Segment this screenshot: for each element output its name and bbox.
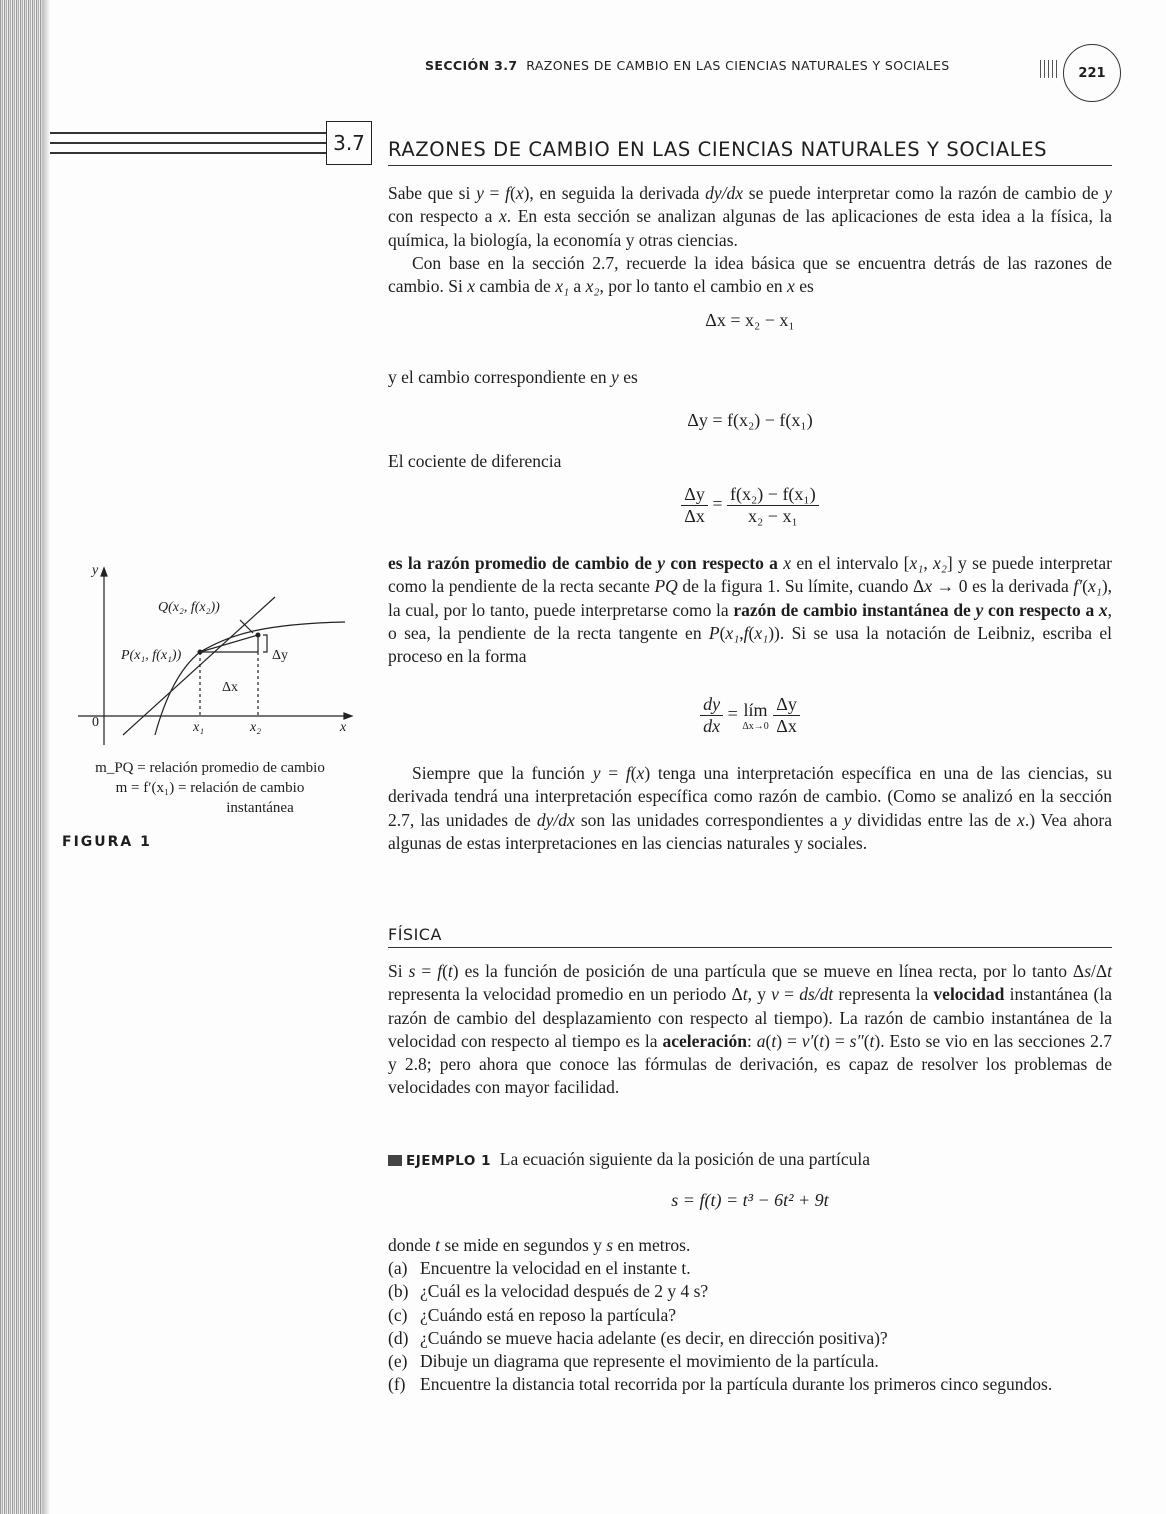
- text-run: cambia de: [475, 276, 556, 297]
- y-arrow: [101, 568, 107, 576]
- text-run: en el intervalo [: [791, 553, 910, 573]
- text-run: (: [765, 1030, 772, 1051]
- equation-leibniz: [388, 694, 1112, 737]
- fig-p-label: P(x₁, f(x₁)): [121, 648, 182, 663]
- figure-secant-tangent: [60, 560, 360, 750]
- text-run: divididas entre las de: [851, 809, 1018, 830]
- item-text: ¿Cuándo está en reposo la partícula?: [420, 1304, 677, 1325]
- text-run: instantánea (la razón de cambio del desplazamiento con respecto al tiempo). La razón de cambio instantánea de la velocidad con respecto al tiempo es la: [388, 984, 1112, 1051]
- equation-difference-quotient: [388, 484, 1112, 527]
- text-run: x₁: [555, 276, 570, 297]
- text-run: ,: [739, 622, 744, 643]
- text-run: x₂: [933, 553, 947, 573]
- example-item: [388, 1327, 1112, 1350]
- text-run: =: [778, 984, 800, 1005]
- figure-caption: instantánea: [226, 800, 294, 816]
- text-run: P: [708, 622, 720, 643]
- figure-caption: m = f′(x₁) = relación de cambio: [115, 780, 305, 796]
- example-label: EJEMPLO 1: [406, 1153, 491, 1169]
- frac-den: dx: [703, 716, 721, 736]
- text-run: t: [435, 1235, 441, 1255]
- paragraph: [388, 762, 1112, 855]
- item-text: ¿Cuál es la velocidad después de 2 y 4 s?: [420, 1281, 709, 1302]
- x-arrow: [344, 713, 352, 719]
- text-run: se puede interpretar como la razón de cambio de: [743, 183, 1105, 203]
- text-run: y el cambio correspondiente en: [388, 367, 612, 387]
- text-run: Siempre que la función: [412, 763, 593, 783]
- item-label: (f): [388, 1374, 406, 1395]
- text-run: y: [592, 763, 601, 783]
- text-run: ) =: [824, 1030, 850, 1051]
- text-run: son las unidades correspondientes a: [574, 809, 844, 830]
- figure-caption: m_PQ = relación promedio de cambio: [95, 760, 325, 776]
- text-run: con respecto a: [665, 553, 784, 573]
- text-run: y: [975, 599, 984, 620]
- text-run: de la figura 1. Su límite, cuando Δ: [677, 576, 925, 597]
- text-run: x₂: [585, 276, 600, 297]
- title-underline: [388, 165, 1112, 166]
- running-head: [425, 58, 950, 73]
- text-run: dy/dx: [536, 809, 575, 830]
- equation-position: s = f(t) = t³ − 6t² + 9t: [671, 1190, 829, 1210]
- text-run: es: [794, 276, 814, 297]
- text-run: (: [748, 622, 755, 643]
- item-text: ¿Cuándo se mueve hacia adelante (es decir, en dirección positiva)?: [420, 1327, 888, 1348]
- paragraph: [388, 1234, 1112, 1257]
- text-run: f: [437, 961, 443, 981]
- text-run: x₁: [754, 622, 769, 643]
- text-run: s″: [849, 1030, 864, 1051]
- fig-x2: x₂: [250, 720, 262, 735]
- text-run: f′: [1073, 576, 1083, 597]
- example-item: [388, 1373, 1112, 1396]
- equation-delta-x: Δx = x₂ − x₁: [705, 310, 795, 330]
- text-run: ). Esto se vio en las secciones 2.7 y 2.8; pero ahora que conoce las fórmulas de derivación, es capaz de resolver los problemas de velocidades con mayor facilidad.: [388, 1030, 1112, 1098]
- lim-sub: Δx→0: [742, 720, 769, 732]
- item-text: Encuentre la velocidad en el instante t.: [420, 1258, 691, 1278]
- text-run: x: [1098, 599, 1108, 620]
- frac-den: x₂ − x₁: [748, 506, 798, 526]
- paragraph: [388, 182, 1112, 252]
- text-run: Con base en la sección 2.7, recuerde la idea básica que se encuentra detrás de las razones de cambio. Si: [388, 253, 1112, 297]
- text-run: v′: [801, 1030, 814, 1051]
- text-run: es la razón promedio de cambio de: [388, 553, 658, 573]
- text-run: f: [505, 183, 510, 203]
- paragraph: [388, 552, 1112, 668]
- decorative-bars: [1040, 60, 1058, 78]
- running-head-title: RAZONES DE CAMBIO EN LAS CIENCIAS NATURALES Y SOCIALES: [526, 58, 950, 73]
- paragraph: [388, 450, 1112, 473]
- text-run: =: [600, 763, 626, 783]
- text-run: donde: [388, 1235, 436, 1255]
- text-run: (: [813, 1030, 820, 1051]
- paragraph: [388, 252, 1112, 299]
- frac-den: Δx: [776, 716, 797, 736]
- text-run: x₁: [725, 622, 740, 643]
- text-run: ), en seguida la derivada: [523, 183, 706, 203]
- text-run: s: [408, 961, 416, 981]
- text-run: ) =: [776, 1030, 802, 1051]
- item-text: Encuentre la distancia total recorrida por la partícula durante los primeros cinco segundos.: [420, 1374, 1053, 1395]
- scan-edge: [0, 0, 42, 1514]
- text-run: v: [771, 984, 779, 1005]
- text-run: t: [819, 1030, 825, 1051]
- frac-num: f(x₂) − f(x₁): [727, 484, 819, 506]
- text-run: se mide en segundos y: [440, 1235, 607, 1255]
- text-run: x: [636, 763, 645, 783]
- text-run: x: [467, 276, 476, 297]
- text-run: .) Vea ahora algunas de estas interpretaciones en las ciencias naturales y sociales.: [388, 809, 1112, 853]
- fig-delta-y: Δy: [272, 648, 289, 663]
- example-item: [388, 1304, 1112, 1327]
- equals: =: [727, 703, 738, 724]
- text-run: t: [1107, 961, 1112, 981]
- curve-f: [155, 622, 345, 735]
- text-run: f: [743, 622, 749, 643]
- text-run: ) es la función de posición de una partícula que se mueve en línea recta, por lo tanto Δ: [452, 961, 1085, 981]
- example-intro: [388, 1148, 1112, 1173]
- frac-num: Δy: [773, 694, 800, 716]
- example-item: [388, 1350, 1112, 1373]
- section-rule: [50, 152, 326, 154]
- example-text: La ecuación siguiente da la posición de una partícula: [499, 1149, 871, 1169]
- text-run: PQ: [654, 576, 678, 597]
- section-title: RAZONES DE CAMBIO EN LAS CIENCIAS NATURALES Y SOCIALES: [388, 138, 1048, 161]
- text-run: , o sea, la pendiente de la recta tangente en: [388, 599, 1113, 643]
- text-run: t: [771, 1030, 777, 1051]
- text-run: y: [611, 367, 619, 387]
- text-run: y: [1104, 183, 1112, 203]
- text-run: x: [783, 553, 792, 573]
- text-run: en metros.: [613, 1235, 691, 1255]
- text-run: (: [719, 622, 726, 643]
- example-item: [388, 1257, 1112, 1280]
- text-run: representa la velocidad promedio en un periodo Δ: [388, 984, 743, 1005]
- fig-y-label: y: [92, 563, 99, 578]
- text-run: es: [618, 367, 638, 387]
- subsection-heading: FÍSICA: [388, 925, 442, 944]
- text-run: x: [499, 206, 507, 227]
- text-run: con respecto a: [983, 599, 1099, 620]
- point-q: [256, 633, 261, 638]
- text-run: (: [1082, 576, 1088, 597]
- text-run: ) tenga una interpretación específica en una de las ciencias, su derivada tendrá una interpretación específica como razón de cambio. (Como se analizó en la sección 2.7, las unidades de: [388, 763, 1112, 830]
- text-run: representa la: [833, 984, 934, 1005]
- paragraph: [388, 960, 1112, 1100]
- point-p: [198, 650, 203, 655]
- text-run: y: [843, 809, 852, 830]
- text-run: x: [1017, 809, 1025, 830]
- section-rule: [50, 132, 326, 134]
- paragraph: [388, 366, 1112, 389]
- text-run: t: [869, 1030, 875, 1051]
- text-run: aceleración: [662, 1030, 747, 1051]
- text-run: ] y se puede interpretar como la pendiente de la recta secante: [388, 553, 1113, 597]
- equals: =: [712, 493, 723, 514]
- item-label: (a): [388, 1258, 408, 1278]
- text-run: (: [510, 183, 516, 203]
- item-text: Dibuje un diagrama que represente el movimiento de la partícula.: [420, 1351, 879, 1372]
- text-run: razón de cambio instantánea de: [733, 599, 976, 620]
- text-run: a: [756, 1030, 766, 1051]
- text-run: con respecto a: [388, 206, 499, 227]
- figure-label: FIGURA 1: [62, 834, 152, 850]
- text-run: =: [415, 961, 438, 981]
- text-run: s: [1084, 961, 1091, 981]
- text-run: Si: [388, 961, 409, 981]
- section-rule: [50, 142, 326, 144]
- text-run: ds/dt: [799, 984, 834, 1005]
- text-run: s: [606, 1235, 614, 1255]
- text-run: a: [569, 276, 586, 297]
- section-number: 3.7: [326, 121, 372, 165]
- text-run: f: [625, 763, 631, 783]
- text-run: Sabe que si: [388, 183, 477, 203]
- equation-delta-y: Δy = f(x₂) − f(x₁): [687, 410, 813, 430]
- tangent-line: [123, 597, 275, 735]
- text-run: x: [924, 576, 933, 597]
- fig-delta-x: Δx: [222, 680, 239, 695]
- fig-x-label: x: [340, 720, 347, 735]
- text-run: t: [447, 961, 453, 981]
- example-item: [388, 1280, 1112, 1303]
- text-run: x: [787, 276, 795, 297]
- item-label: (d): [388, 1327, 409, 1348]
- frac-num: dy: [700, 694, 723, 716]
- text-run: /Δ: [1091, 961, 1108, 981]
- example-icon: [388, 1155, 402, 1166]
- text-run: . En esta sección se analizan algunas de las aplicaciones de esta idea a la física, la química, la biología, la economía y otras ciencias.: [388, 206, 1113, 250]
- text-run: (: [442, 961, 448, 981]
- fig-origin: 0: [92, 715, 99, 730]
- text-run: x₁: [909, 553, 924, 573]
- text-run: El cociente de diferencia: [388, 451, 562, 471]
- frac-den: Δx: [684, 506, 705, 526]
- text-run: (: [630, 763, 637, 783]
- secant-line: [200, 635, 258, 652]
- fig-q-label: Q(x₂, f(x₂)): [158, 600, 220, 615]
- text-run: =: [483, 183, 506, 203]
- delta-y-brace: [263, 635, 267, 652]
- text-run: dy/dx: [705, 183, 744, 203]
- text-run: (: [863, 1030, 870, 1051]
- lim: lím: [743, 699, 768, 720]
- text-run: , por lo tanto el cambio en: [599, 276, 788, 297]
- text-run: y: [476, 183, 484, 203]
- item-label: (c): [388, 1304, 408, 1325]
- text-run: )). Si se usa la notación de Leibniz, escriba el proceso en la forma: [388, 622, 1112, 667]
- text-run: ), la cual, por lo tanto, puede interpretarse como la: [388, 576, 1113, 620]
- text-run: t: [742, 984, 748, 1005]
- text-run: :: [747, 1030, 757, 1051]
- running-head-section: SECCIÓN 3.7: [425, 58, 518, 73]
- item-label: (b): [388, 1281, 409, 1302]
- page-number: 221: [1063, 44, 1121, 102]
- example-items: [388, 1257, 1112, 1397]
- text-run: x₁: [1087, 576, 1102, 597]
- text-run: → 0 es la derivada: [932, 576, 1074, 597]
- text-run: velocidad: [933, 984, 1005, 1005]
- frac-num: Δy: [681, 484, 708, 506]
- text-run: y: [657, 553, 666, 573]
- text-run: ,: [923, 553, 934, 573]
- scan-edge-shadow: [42, 0, 50, 1514]
- text-run: x: [515, 183, 524, 203]
- item-label: (e): [388, 1351, 408, 1372]
- subsection-rule: [388, 947, 1112, 948]
- fig-x1: x₁: [193, 720, 205, 735]
- text-run: , y: [747, 984, 772, 1005]
